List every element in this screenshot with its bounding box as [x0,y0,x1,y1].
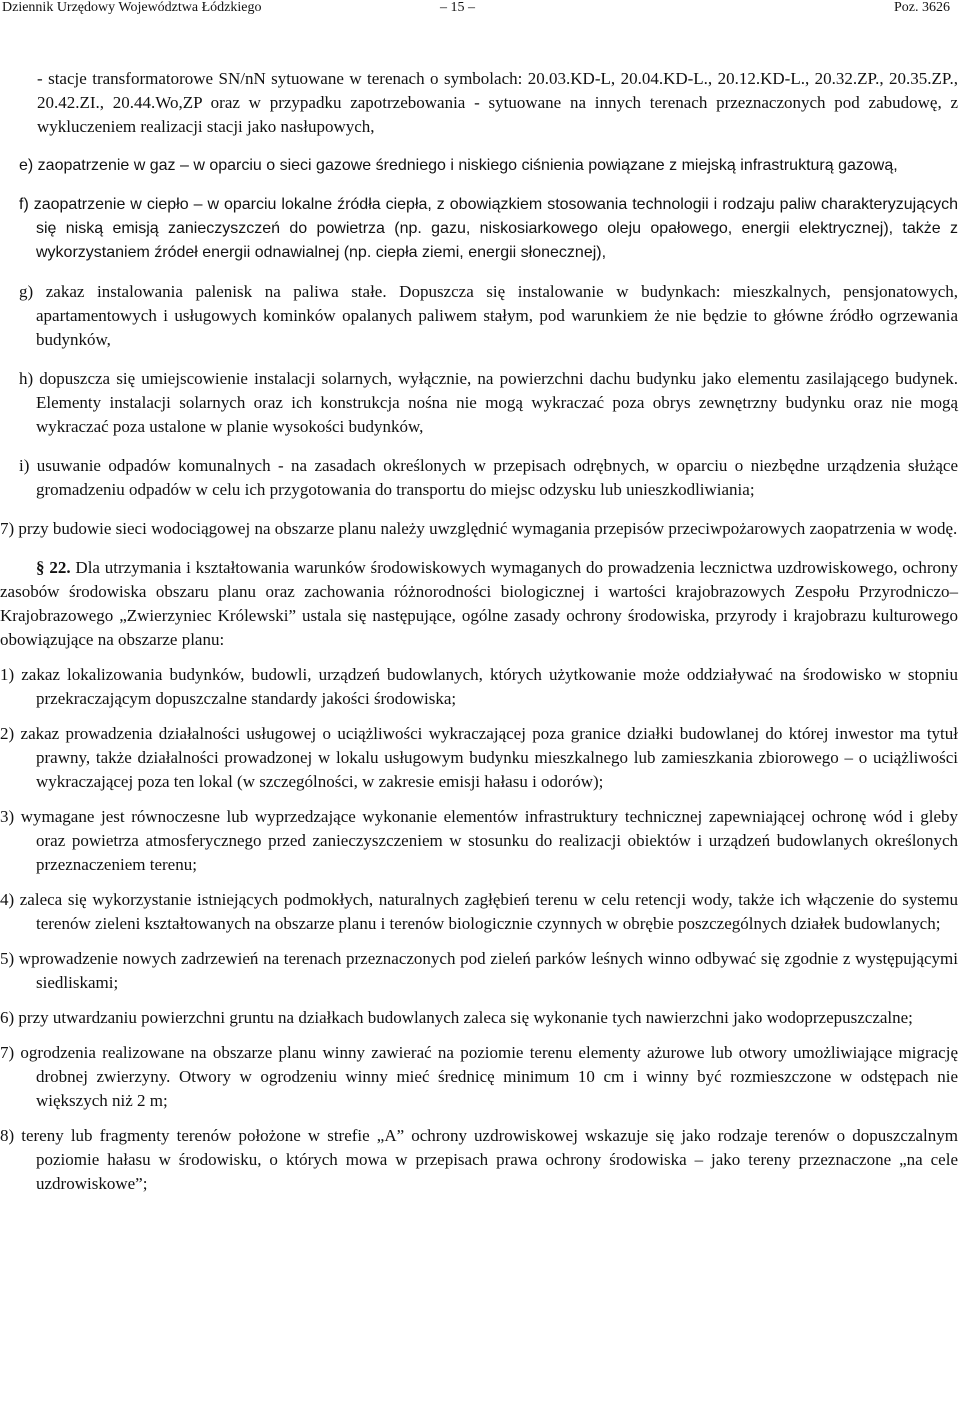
point-7: 7) przy budowie sieci wodociągowej na obszarze planu należy uwzględnić wymagania przepisów przeciwpożarowych zaopatrzenia w wodę. [0,519,958,538]
page-header [0,0,960,15]
item-f: f) zaopatrzenie w ciepło – w oparciu lokalne źródła ciepła, z obowiązkiem stosowania technologii i rodzaju paliw charakteryzujących się niską emisją zanieczyszczeń do powietrza (np. gazu, niskosiarkowego oleju opałowego, energii elektrycznej), także z wykorzystaniem źródeł energii odnawialnej (np. ciepła ziemi, energii słonecznej), [19,196,958,261]
document-body [0,67,958,1196]
section-22-point-3: 3) wymagane jest równoczesne lub wyprzedzające wykonanie elementów infrastruktury technicznej zapewniającej ochronę wód i gleby oraz powietrza atmosferycznego przed zanieczyszczeniem w stosunku do realizacji obiektów i urządzeń budowlanych określonych przeznaczeniem terenu; [0,807,958,874]
item-i: i) usuwanie odpadów komunalnych - na zasadach określonych w przepisach odrębnych, w oparciu o niezbędne urządzenia służące gromadzeniu odpadów w celu ich przygotowania do transportu do miejsc odzysku lub unieszkodliwiania; [19,456,958,499]
item-h: h) dopuszcza się umiejscowienie instalacji solarnych, wyłącznie, na powierzchni dachu budynku jako elementu zasilającego budynek. Elementy instalacji solarnych oraz ich konstrukcja nośna nie mogą wykraczać poza obrys zewnętrzny budynku oraz nie mogą wykraczać poza ustalone w planie wysokości budynków, [19,369,958,436]
section-22-point-7: 7) ogrodzenia realizowane na obszarze planu winny zawierać na poziomie terenu elementy ażurowe lub otwory umożliwiające migrację drobnej zwierzyny. Otwory w ogrodzeniu winny mieć średnicę minimum 10 cm i winny być rozmieszczone w odstępach nie większych niż 2 m; [0,1043,958,1110]
section-22 [0,556,958,652]
section-22-point-2: 2) zakaz prowadzenia działalności usługowej o uciążliwości wykraczającej poza granice działki budowlanej do której inwestor ma tytuł prawny, także działalności prowadzonej w lokalu usługowym budynku mieszkalnego lub zamieszkania zbiorowego – o uciążliwości wykraczającej poza ten lokal (w szczególności, w zakresie emisji hałasu i odorów); [0,724,958,791]
page-number: – 15 – [440,0,475,15]
journal-title: Dziennik Urzędowy Województwa Łódzkiego [2,0,262,15]
section-22-point-1: 1) zakaz lokalizowania budynków, budowli, urządzeń budowlanych, których użytkowanie może oddziaływać na środowisko w stopniu przekraczającym dopuszczalne standardy jakości środowiska; [0,665,958,708]
section-22-text: Dla utrzymania i kształtowania warunków środowiskowych wymaganych do prowadzenia lecznictwa uzdrowiskowego, ochrony zasobów środowiska obszaru planu oraz zachowania różnorodności biologicznej i wartości krajobrazowych Zespołu Przyrodniczo–Krajobrazowego „Zwierzyniec Królewski” ustala się następujące, ogólne zasady ochrony środowiska, przyrody i krajobrazu kulturowego obowiązujące na obszarze planu: [0,558,959,649]
section-22-point-6: 6) przy utwardzaniu powierzchni gruntu na działkach budowlanych zaleca się wykonanie tych nawierzchni jako wodoprzepuszczalne; [0,1008,913,1027]
section-22-point-4: 4) zaleca się wykorzystanie istniejących podmokłych, naturalnych zagłębień terenu w celu retencji wody, także ich włączenie do systemu terenów zieleni kształtowanych na obszarze planu i terenów biologicznie czynnych w obrębie poszczególnych działek budowlanych; [0,890,958,933]
section-22-point-8: 8) tereny lub fragmenty terenów położone w strefie „A” ochrony uzdrowiskowej wskazuje się jako rodzaje terenów o dopuszczalnym poziomie hałasu w środowisku, o których mowa w przepisach prawa ochrony środowiska – jako tereny przeznaczone „na cele uzdrowiskowe”; [0,1126,958,1193]
item-d-continuation: - stacje transformatorowe SN/nN sytuowane w terenach o symbolach: 20.03.KD-L, 20.04.KD-L., 20.12.KD-L., 20.32.ZP., 20.35.ZP., 20.42.ZI., 20.44.Wo,ZP oraz w przypadku zapotrzebowania - sytuowane na innych terenach przeznaczonych pod zabudowę, z wykluczeniem realizacji stacji jako nasłupowych, [37,69,958,136]
position-number: Poz. 3626 [894,0,950,15]
item-g: g) zakaz instalowania palenisk na paliwa stałe. Dopuszcza się instalowanie w budynkach: mieszkalnych, pensjonatowych, apartamentowych i usługowych kominków opalanych paliwem stałym, pod warunkiem że nie będzie to główne źródło ogrzewania budynków, [19,282,958,349]
item-e: e) zaopatrzenie w gaz – w oparciu o sieci gazowe średniego i niskiego ciśnienia powiązane z miejską infrastrukturą gazową, [19,157,898,174]
section-22-point-5: 5) wprowadzenie nowych zadrzewień na terenach przeznaczonych pod zieleń parków leśnych winno odbywać się zgodnie z występującymi siedliskami; [0,949,958,992]
section-22-label: § 22. [36,558,71,577]
